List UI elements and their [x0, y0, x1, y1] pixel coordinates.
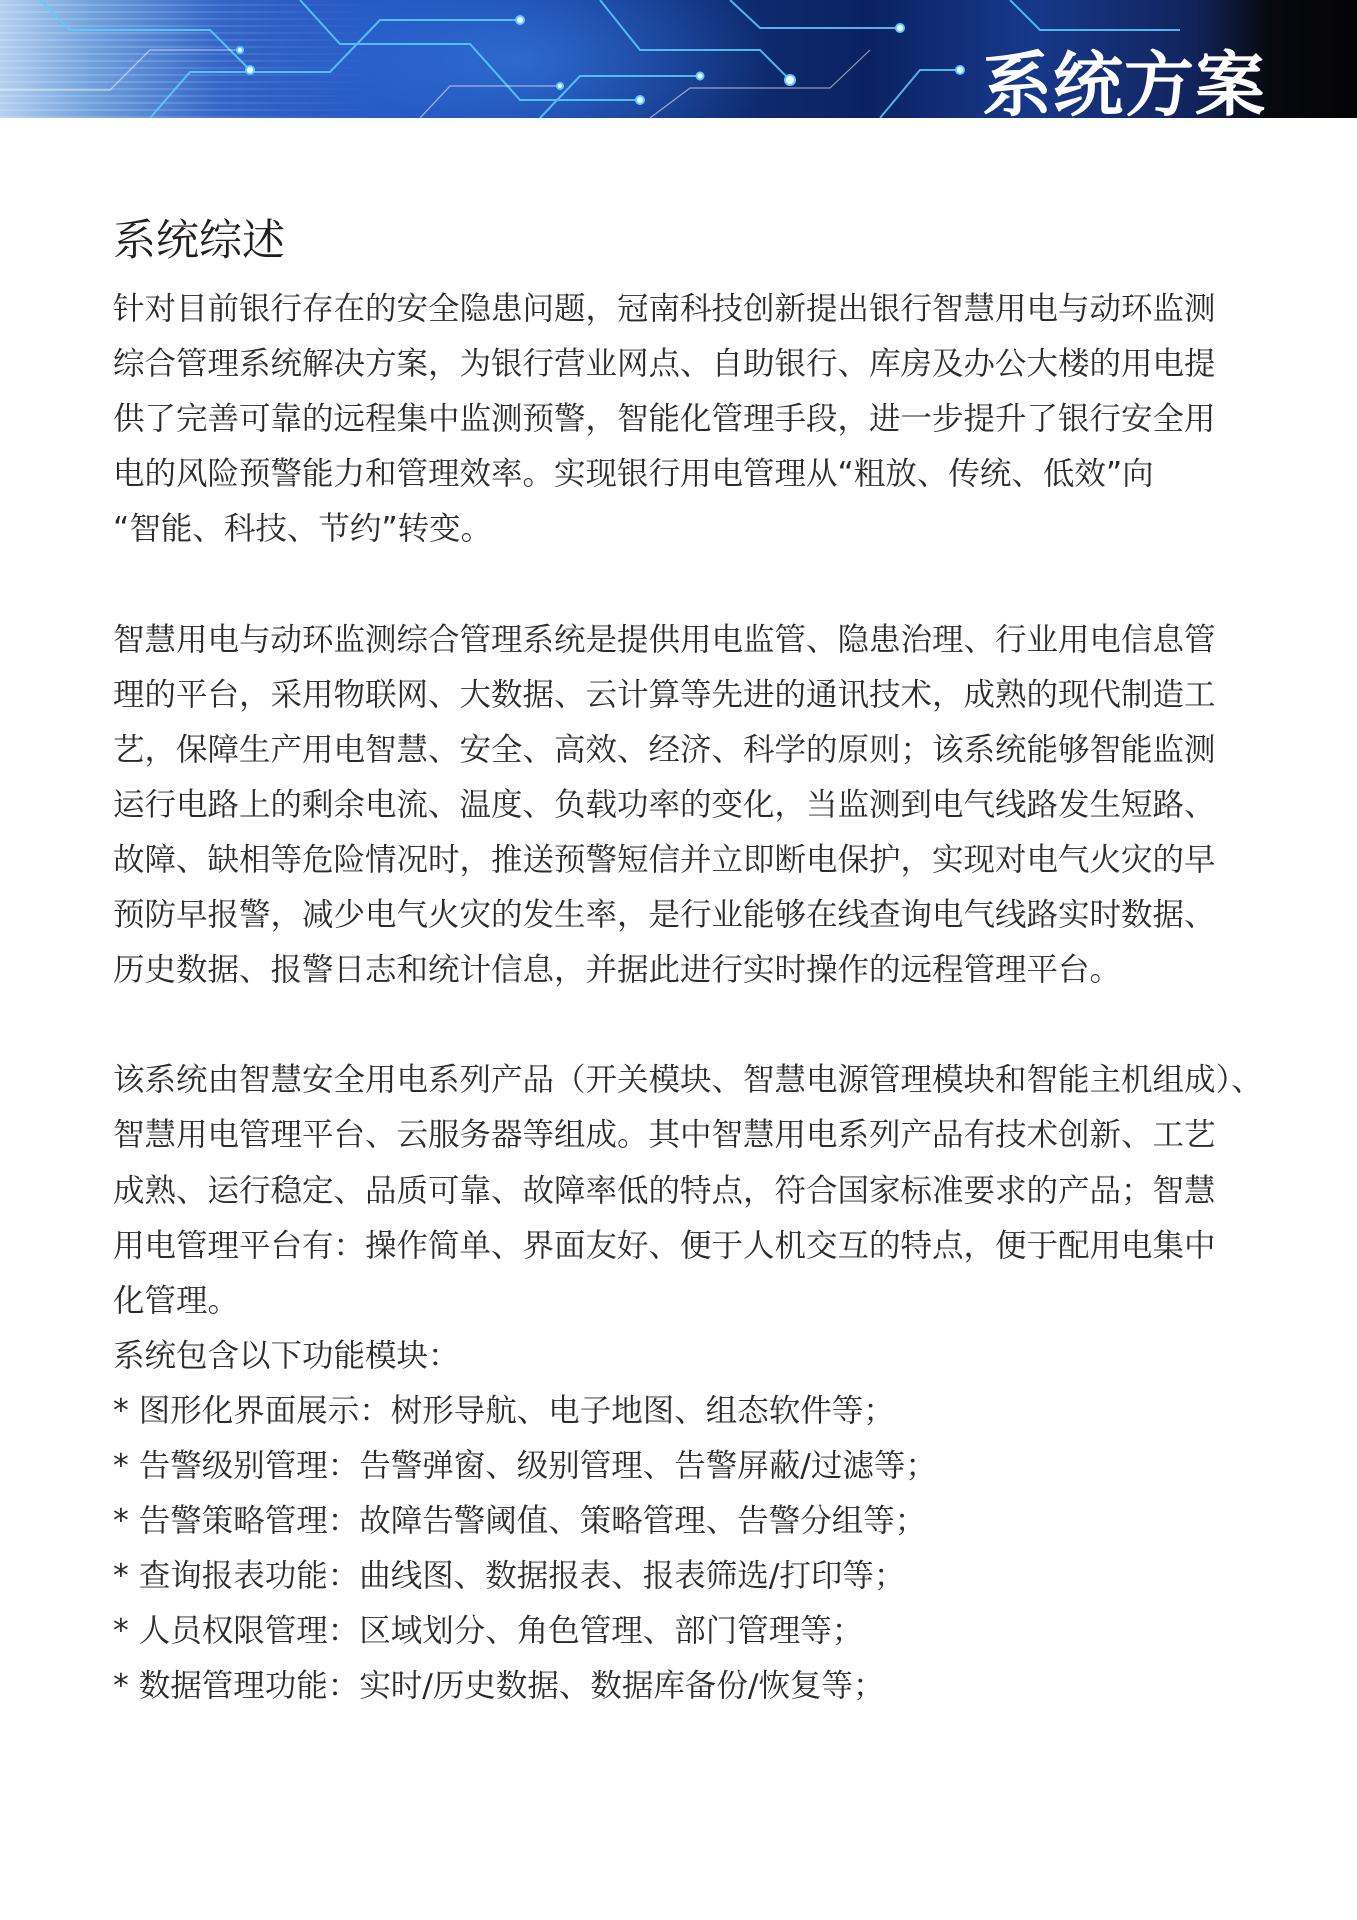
text-line: 故障、缺相等危险情况时，推送预警短信并立即断电保护，实现对电气火灾的早 [113, 841, 1216, 878]
circuit-nodes [237, 16, 964, 104]
circuit-node [246, 66, 254, 74]
text-line: 运行电路上的剩余电流、温度、负载功率的变化，当监测到电气线路发生短路、 [113, 786, 1216, 823]
module-list-item: * 人员权限管理：区域划分、角色管理、部门管理等； [113, 1613, 864, 1650]
circuit-node [697, 73, 704, 80]
circuit-trace [880, 70, 960, 118]
circuit-trace [600, 0, 790, 80]
circuit-trace [650, 50, 870, 118]
module-list-item: * 图形化界面展示：树形导航、电子地图、组态软件等； [113, 1392, 895, 1429]
text-line: 理的平台，采用物联网、大数据、云计算等先进的通讯技术，成熟的现代制造工 [113, 676, 1216, 713]
circuit-trace [420, 86, 560, 118]
text-line: 该系统由智慧安全用电系列产品（开关模块、智慧电源管理模块和智能主机组成）、 [113, 1062, 1263, 1099]
paragraph-1 [113, 282, 1313, 557]
text-line: 智慧用电管理平台、云服务器等组成。其中智慧用电系列产品有技术创新、工艺 [113, 1117, 1216, 1154]
text-line: 智慧用电与动环监测综合管理系统是提供用电监管、隐患治理、行业用电信息管 [113, 621, 1216, 658]
text-line: 供了完善可靠的远程集中监测预警，智能化管理手段，进一步提升了银行安全用 [113, 401, 1216, 438]
circuit-trace [0, 50, 240, 90]
section-title: 系统综述 [113, 216, 285, 266]
circuit-node [557, 83, 563, 89]
module-list-item: * 数据管理功能：实时/历史数据、数据库备份/恢复等； [113, 1668, 885, 1705]
circuit-node [956, 66, 964, 74]
text-line: 电的风险预警能力和管理效率。实现银行用电管理从“粗放、传统、低效”向 [113, 456, 1154, 493]
header-banner [0, 0, 1357, 118]
circuit-node [516, 16, 524, 24]
banner-title: 系统方案 [982, 44, 1266, 118]
circuit-trace [540, 76, 700, 118]
modules-intro: 系统包含以下功能模块： [113, 1337, 460, 1374]
module-list [113, 1384, 1313, 1715]
paragraph-2 [113, 613, 1313, 999]
text-line: “智能、科技、节约”转变。 [113, 511, 493, 548]
text-line: 化管理。 [113, 1282, 240, 1319]
document-body [113, 282, 1313, 1714]
text-line: 成熟、运行稳定、品质可靠、故障率低的特点，符合国家标准要求的产品；智慧 [113, 1172, 1216, 1209]
circuit-trace [150, 20, 520, 118]
circuit-node [896, 24, 904, 32]
text-line: 预防早报警，减少电气火灾的发生率，是行业能够在线查询电气线路实时数据、 [113, 897, 1216, 934]
module-list-item: * 告警策略管理：故障告警阈值、策略管理、告警分组等； [113, 1503, 927, 1540]
circuit-node [237, 47, 243, 53]
circuit-trace [40, 0, 250, 70]
circuit-trace [730, 0, 900, 28]
paragraph-3 [113, 1053, 1313, 1328]
circuit-traces-faint [0, 50, 870, 118]
text-line: 针对目前银行存在的安全隐患问题，冠南科技创新提出银行智慧用电与动环监测 [113, 291, 1216, 327]
text-line: 综合管理系统解决方案，为银行营业网点、自助银行、库房及办公大楼的用电提 [113, 346, 1216, 383]
circuit-node [636, 96, 644, 104]
module-list-item: * 告警级别管理：告警弹窗、级别管理、告警屏蔽/过滤等； [113, 1447, 937, 1484]
module-list-item: * 查询报表功能：曲线图、数据报表、报表筛选/打印等； [113, 1558, 906, 1595]
text-line: 艺，保障生产用电智慧、安全、高效、经济、科学的原则；该系统能够智能监测 [113, 731, 1216, 768]
text-line: 历史数据、报警日志和统计信息，并据此进行实时操作的远程管理平台。 [113, 952, 1122, 989]
text-line: 用电管理平台有：操作简单、界面友好、便于人机交互的特点，便于配用电集中 [113, 1227, 1216, 1264]
circuit-trace [1010, 0, 1180, 30]
circuit-node [785, 75, 795, 85]
